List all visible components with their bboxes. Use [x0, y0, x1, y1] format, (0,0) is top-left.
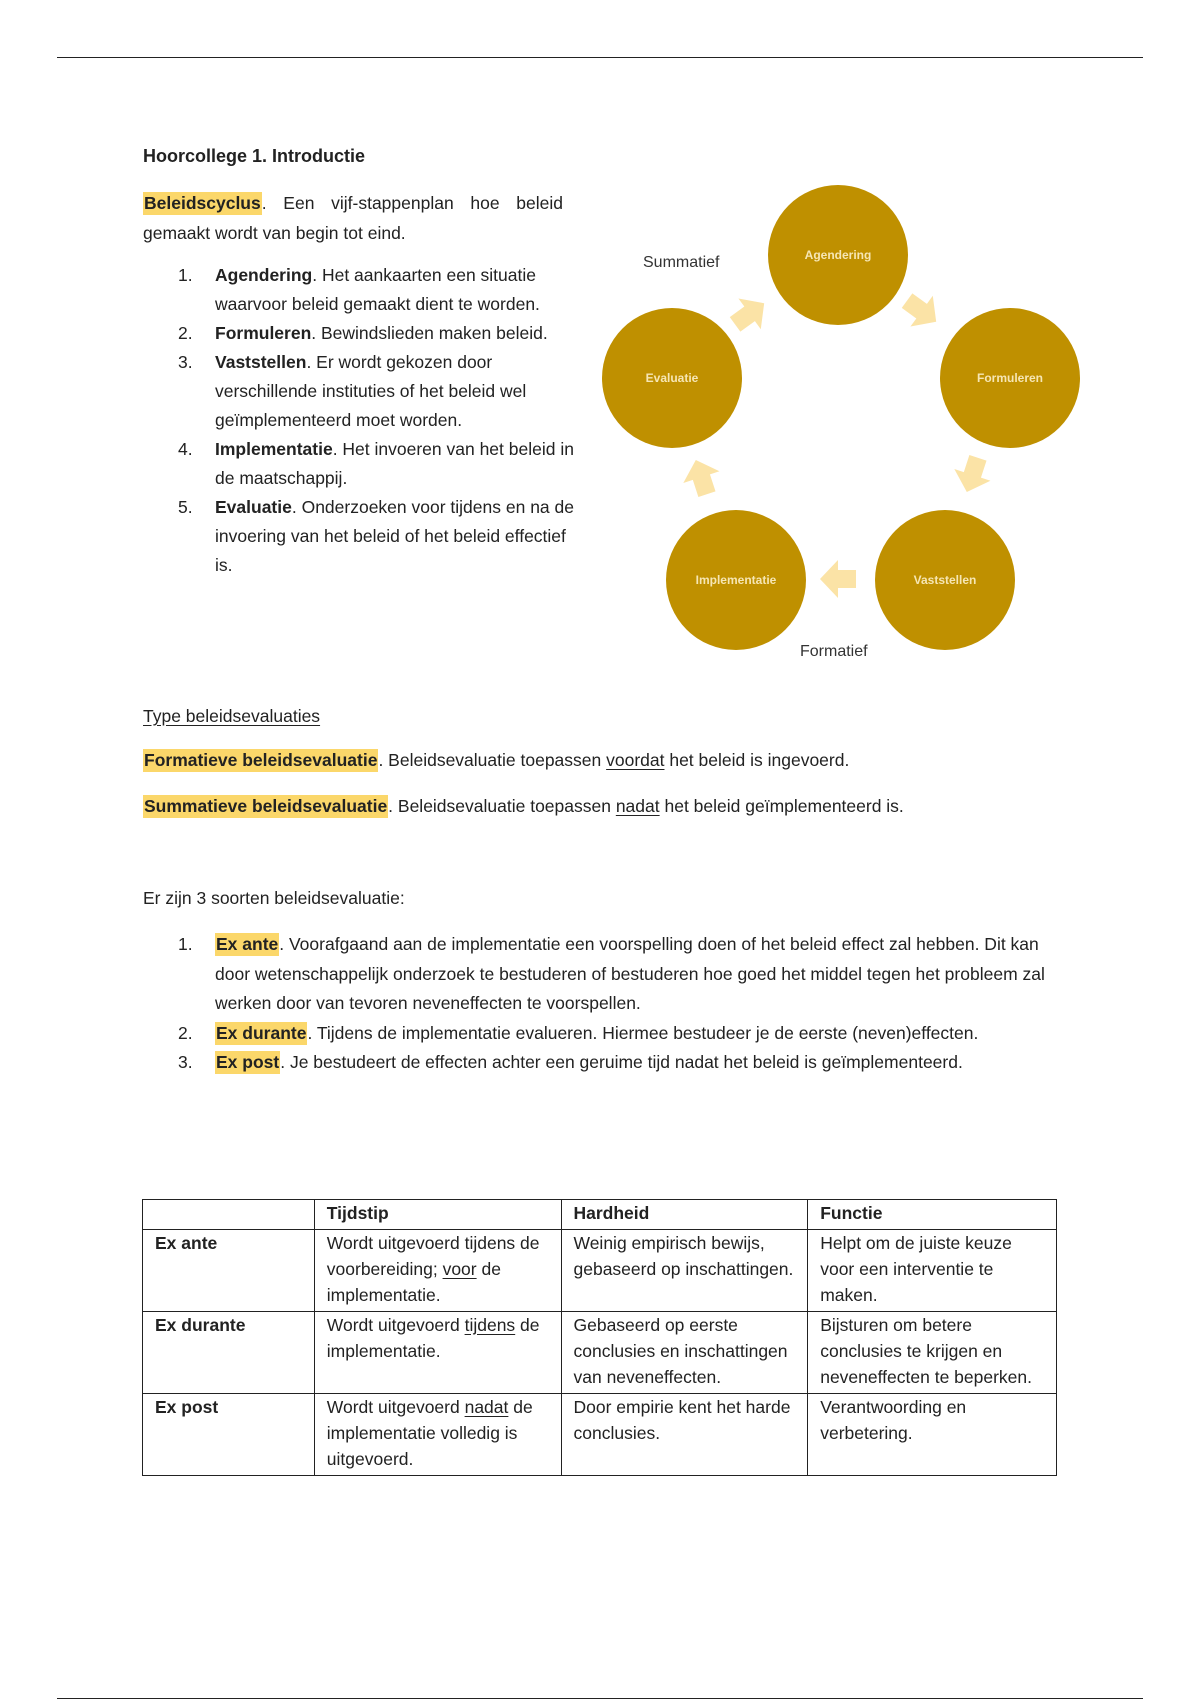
arrow-implementatie-evaluatie: [678, 454, 725, 500]
list-item: [178, 319, 578, 348]
step-text: . Onderzoeken voor tijdens en na de invoering van het beleid of het beleid effectief is.: [215, 497, 574, 575]
cell-hardheid: Gebaseerd op eerste conclusies en inschattingen van neveneffecten.: [561, 1312, 808, 1394]
summatief-label: Summatief: [643, 254, 720, 271]
list-number: 2.: [178, 323, 193, 343]
list-number: 1.: [178, 265, 193, 285]
step-term: Agendering: [215, 265, 313, 285]
def-text: het beleid is ingevoerd.: [664, 750, 850, 770]
row-label: Ex durante: [143, 1312, 315, 1394]
table-row: [143, 1312, 1057, 1394]
summatief-definition: [143, 796, 904, 817]
list-number: 3.: [178, 352, 193, 372]
intro-text: . Een vijf-stappenplan hoe beleid gemaakt wordt van begin tot eind.: [143, 193, 563, 243]
list-item: [178, 930, 1058, 1019]
arrow-formuleren-vaststellen: [949, 452, 996, 498]
underlined-word: nadat: [464, 1397, 509, 1417]
policy-steps-list: [178, 261, 578, 580]
list-number: 1.: [178, 934, 193, 954]
cell-functie: Verantwoording en verbetering.: [808, 1394, 1057, 1476]
policy-cycle-diagram: [590, 175, 1090, 675]
top-rule: [57, 57, 1143, 58]
list-item: [178, 493, 578, 580]
table-header: Tijdstip: [314, 1200, 561, 1230]
cycle-node-label: Formuleren: [976, 371, 1044, 385]
cell-tijdstip: [314, 1394, 561, 1476]
cell-hardheid: Weinig empirisch bewijs, gebaseerd op inschattingen.: [561, 1230, 808, 1312]
soort-term: Ex ante: [216, 934, 279, 954]
step-text: . Het aankaarten een situatie waarvoor beleid gemaakt dient te worden.: [215, 265, 540, 314]
soort-text: . Voorafgaand aan de implementatie een voorspelling doen of het beleid effect zal hebben. Dit kan door wetenschappelijk onderzoek te bestuderen of bestuderen hoe goed het middel tegen het probleem zal werken door van tevoren neveneffecten te voorspellen.: [215, 934, 1045, 1013]
arrow-vaststellen-implementatie: [820, 560, 856, 598]
cell-text: de implementatie volledig is uitgevoerd.: [326, 1397, 533, 1469]
summatief-term: Summatieve beleidsevaluatie: [144, 796, 388, 816]
cycle-node-label: Implementatie: [695, 573, 777, 587]
underlined-word: voor: [442, 1259, 477, 1279]
arrow-evaluatie-agendering: [724, 288, 775, 340]
row-label: Ex ante: [143, 1230, 315, 1312]
cell-hardheid: Door empirie kent het harde conclusies.: [561, 1394, 808, 1476]
evaluation-table: [142, 1199, 1057, 1476]
cycle-node-label: Vaststellen: [913, 573, 977, 587]
bottom-rule: [57, 1698, 1143, 1699]
table-row: [143, 1230, 1057, 1312]
cell-tijdstip: [314, 1230, 561, 1312]
formatief-term: Formatieve beleidsevaluatie: [144, 750, 378, 770]
cycle-node-label: Evaluatie: [645, 371, 699, 385]
formatief-label: Formatief: [800, 643, 868, 660]
row-label: Ex post: [143, 1394, 315, 1476]
step-term: Vaststellen: [215, 352, 307, 372]
step-term: Formuleren: [215, 323, 312, 343]
cell-text: Wordt uitgevoerd: [326, 1397, 465, 1417]
def-text: . Beleidsevaluatie toepassen: [378, 750, 607, 770]
step-term: Evaluatie: [215, 497, 292, 517]
list-number: 4.: [178, 439, 193, 459]
list-item: [178, 1019, 1058, 1049]
step-text: . Er wordt gekozen door verschillende instituties of het beleid wel geïmplementeerd moet worden.: [215, 352, 527, 430]
cell-functie: Helpt om de juiste keuze voor een interventie te maken.: [808, 1230, 1057, 1312]
cell-text: Wordt uitgevoerd: [326, 1315, 465, 1335]
step-term: Implementatie: [215, 439, 333, 459]
soorten-intro: Er zijn 3 soorten beleidsevaluatie:: [143, 888, 405, 908]
list-item: [178, 1048, 1058, 1078]
cell-text: de implementatie.: [326, 1315, 540, 1361]
step-text: . Bewindslieden maken beleid.: [311, 323, 548, 343]
soort-term: Ex post: [216, 1052, 280, 1072]
formatief-definition: [143, 750, 849, 771]
cell-tijdstip: [314, 1312, 561, 1394]
intro-paragraph: [143, 188, 563, 248]
intro-term: Beleidscyclus: [144, 193, 261, 213]
soort-text: . Tijdens de implementatie evalueren. Hiermee bestudeer je de eerste (neven)effecten.: [307, 1022, 979, 1043]
underlined-word: voordat: [606, 750, 665, 770]
table-row: [143, 1394, 1057, 1476]
table-header: Hardheid: [561, 1200, 808, 1230]
arrow-agendering-formuleren: [896, 285, 947, 337]
list-item: [178, 435, 578, 493]
table-header: [143, 1200, 315, 1230]
cycle-node-label: Agendering: [804, 248, 872, 262]
list-number: 2.: [178, 1022, 193, 1043]
soort-term: Ex durante: [216, 1022, 307, 1043]
def-text: het beleid geïmplementeerd is.: [659, 796, 904, 816]
table-header-row: [143, 1200, 1057, 1230]
type-heading: Type beleidsevaluaties: [143, 706, 321, 726]
step-text: . Het invoeren van het beleid in de maatschappij.: [215, 439, 574, 488]
table-header: Functie: [808, 1200, 1057, 1230]
soort-text: . Je bestudeert de effecten achter een geruime tijd nadat het beleid is geïmplementeerd.: [280, 1052, 963, 1072]
cell-text: de implementatie.: [326, 1259, 501, 1305]
def-text: . Beleidsevaluatie toepassen: [388, 796, 616, 816]
underlined-word: nadat: [615, 796, 660, 816]
list-number: 5.: [178, 497, 193, 517]
cell-functie: Bijsturen om betere conclusies te krijgen en neveneffecten te beperken.: [808, 1312, 1057, 1394]
evaluation-types-list: [178, 930, 1058, 1078]
cell-text: Wordt uitgevoerd tijdens de voorbereiding;: [326, 1233, 540, 1279]
list-number: 3.: [178, 1052, 193, 1072]
underlined-word: tijdens: [464, 1315, 516, 1335]
list-item: [178, 348, 578, 435]
page-title: Hoorcollege 1. Introductie: [143, 146, 366, 166]
list-item: [178, 261, 578, 319]
